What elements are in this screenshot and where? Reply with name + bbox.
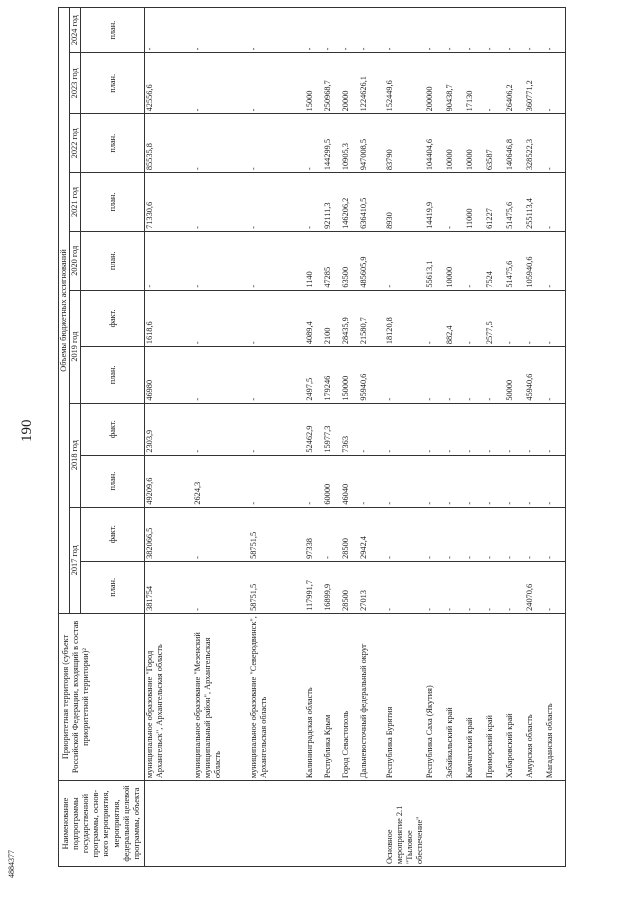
value-cell: 328522,3 bbox=[525, 114, 545, 173]
value-cell: 21580,7 bbox=[359, 290, 385, 347]
table-row bbox=[249, 8, 305, 867]
value-cell: 92111,3 bbox=[323, 173, 341, 232]
value-cell: - bbox=[465, 403, 485, 455]
year-header: 2019 год bbox=[70, 290, 81, 403]
territory-cell: муниципальное образование "Мезенский муниципальный район", Архангельская область bbox=[193, 613, 249, 780]
value-cell: 58751,5 bbox=[249, 561, 305, 613]
value-cell: - bbox=[249, 8, 305, 53]
value-cell: - bbox=[193, 561, 249, 613]
value-cell: - bbox=[193, 403, 249, 455]
value-cell: 49209,6 bbox=[145, 455, 193, 507]
territory-cell: Калининградская область bbox=[305, 613, 323, 780]
value-cell: 250968,7 bbox=[323, 53, 341, 114]
value-cell: 18120,8 bbox=[385, 290, 425, 347]
value-cell: 28500 bbox=[341, 507, 359, 561]
row-name-cell bbox=[249, 781, 305, 867]
table-row bbox=[485, 8, 505, 867]
value-cell: - bbox=[249, 290, 305, 347]
col-header-name: Наименование подпрограммы государственной программы, основ-ного мероприятия, мероприятия, федеральной целевой программы, объекта bbox=[59, 781, 145, 867]
subheader-plan: план. bbox=[81, 114, 145, 173]
value-cell: 179246 bbox=[323, 347, 341, 404]
value-cell: 55613,1 bbox=[425, 231, 445, 290]
value-cell: - bbox=[425, 290, 445, 347]
value-cell: 1618,6 bbox=[145, 290, 193, 347]
value-cell: - bbox=[465, 561, 485, 613]
row-name-cell bbox=[485, 781, 505, 867]
value-cell: 46980 bbox=[145, 347, 193, 404]
value-cell: - bbox=[485, 455, 505, 507]
table-row bbox=[193, 8, 249, 867]
year-header: 2024 год bbox=[70, 8, 81, 53]
table-row bbox=[385, 8, 425, 867]
value-cell: - bbox=[465, 290, 485, 347]
value-cell: 146206,2 bbox=[341, 173, 359, 232]
value-cell: - bbox=[249, 347, 305, 404]
value-cell: - bbox=[445, 507, 465, 561]
value-cell: 15977,3 bbox=[323, 403, 341, 455]
value-cell: 63587 bbox=[485, 114, 505, 173]
value-cell: 50000 bbox=[505, 347, 525, 404]
value-cell: - bbox=[425, 561, 445, 613]
territory-cell: Республика Саха (Якутия) bbox=[425, 613, 445, 780]
value-cell: - bbox=[385, 347, 425, 404]
value-cell: - bbox=[545, 403, 565, 455]
value-cell: 382066,5 bbox=[145, 507, 193, 561]
subheader-plan: план. bbox=[81, 347, 145, 404]
value-cell: - bbox=[505, 455, 525, 507]
value-cell: 882,4 bbox=[445, 290, 465, 347]
value-cell: 52462,9 bbox=[305, 403, 323, 455]
value-cell: - bbox=[425, 403, 445, 455]
value-cell: - bbox=[385, 507, 425, 561]
value-cell: 947008,5 bbox=[359, 114, 385, 173]
value-cell: 140646,8 bbox=[505, 114, 525, 173]
territory-cell: Республика Крым bbox=[323, 613, 341, 780]
table-row bbox=[341, 8, 359, 867]
value-cell: - bbox=[249, 53, 305, 114]
value-cell: - bbox=[465, 8, 485, 53]
value-cell: - bbox=[505, 8, 525, 53]
value-cell: 1224626,1 bbox=[359, 53, 385, 114]
value-cell: 2577,5 bbox=[485, 290, 505, 347]
value-cell: - bbox=[525, 403, 545, 455]
value-cell: - bbox=[445, 455, 465, 507]
value-cell: - bbox=[545, 561, 565, 613]
table-row bbox=[359, 8, 385, 867]
subheader-plan: план. bbox=[81, 455, 145, 507]
territory-cell: Город Севастополь bbox=[341, 613, 359, 780]
value-cell: 255113,4 bbox=[525, 173, 545, 232]
territory-cell: Хабаровский край bbox=[505, 613, 525, 780]
value-cell: - bbox=[505, 403, 525, 455]
value-cell: 51475,6 bbox=[505, 173, 525, 232]
territory-cell: Забайкальский край bbox=[445, 613, 465, 780]
value-cell: 83790 bbox=[385, 114, 425, 173]
value-cell: - bbox=[525, 507, 545, 561]
territory-cell: Приморский край bbox=[485, 613, 505, 780]
subheader-plan: план. bbox=[81, 173, 145, 232]
territory-cell: Амурская область bbox=[525, 613, 545, 780]
value-cell: 17130 bbox=[465, 53, 485, 114]
value-cell: 2624,3 bbox=[193, 455, 249, 507]
value-cell: 117991,7 bbox=[305, 561, 323, 613]
value-cell: - bbox=[425, 455, 445, 507]
table-row bbox=[525, 8, 545, 867]
value-cell: - bbox=[341, 8, 359, 53]
table-row bbox=[445, 8, 465, 867]
row-name-cell bbox=[193, 781, 249, 867]
value-cell: - bbox=[545, 173, 565, 232]
value-cell: - bbox=[359, 8, 385, 53]
row-name-cell: Основное мероприятие 2.1 "Тыловое обеспечение" bbox=[385, 781, 425, 867]
value-cell: - bbox=[249, 403, 305, 455]
value-cell: 63500 bbox=[341, 231, 359, 290]
value-cell: 20000 bbox=[341, 53, 359, 114]
value-cell: 11000 bbox=[465, 173, 485, 232]
value-cell: 10905,3 bbox=[341, 114, 359, 173]
territory-cell: Магаданская область bbox=[545, 613, 565, 780]
value-cell: 152449,6 bbox=[385, 53, 425, 114]
table-row bbox=[145, 8, 193, 867]
value-cell: - bbox=[485, 403, 505, 455]
value-cell: 97338 bbox=[305, 507, 323, 561]
row-name-cell bbox=[305, 781, 323, 867]
row-name-cell bbox=[341, 781, 359, 867]
value-cell: 28435,9 bbox=[341, 290, 359, 347]
table-row bbox=[505, 8, 525, 867]
value-cell: - bbox=[545, 53, 565, 114]
row-name-cell bbox=[323, 781, 341, 867]
value-cell: - bbox=[485, 507, 505, 561]
value-cell: - bbox=[305, 8, 323, 53]
value-cell: - bbox=[505, 290, 525, 347]
value-cell: 2303,9 bbox=[145, 403, 193, 455]
value-cell: 95940,6 bbox=[359, 347, 385, 404]
value-cell: 2497,5 bbox=[305, 347, 323, 404]
value-cell: - bbox=[465, 507, 485, 561]
value-cell: - bbox=[359, 403, 385, 455]
value-cell: - bbox=[445, 173, 465, 232]
value-cell: 144299,5 bbox=[323, 114, 341, 173]
budget-table bbox=[58, 7, 566, 867]
territory-cell: муниципальное образование "Северодвинск", Архангельская область bbox=[249, 613, 305, 780]
value-cell: 2100 bbox=[323, 290, 341, 347]
value-cell: - bbox=[193, 114, 249, 173]
row-name-cell bbox=[425, 781, 445, 867]
year-header: 2017 год bbox=[70, 507, 81, 613]
subheader-plan: план. bbox=[81, 8, 145, 53]
subheader-plan: план. bbox=[81, 561, 145, 613]
value-cell: 105940,6 bbox=[525, 231, 545, 290]
value-cell: - bbox=[505, 561, 525, 613]
year-header: 2020 год bbox=[70, 231, 81, 290]
value-cell: 150000 bbox=[341, 347, 359, 404]
value-cell: 90438,7 bbox=[445, 53, 465, 114]
value-cell: 381754 bbox=[145, 561, 193, 613]
row-name-cell bbox=[465, 781, 485, 867]
value-cell: 360771,2 bbox=[525, 53, 545, 114]
value-cell: 47285 bbox=[323, 231, 341, 290]
value-cell: - bbox=[385, 561, 425, 613]
value-cell: - bbox=[545, 114, 565, 173]
value-cell: - bbox=[545, 347, 565, 404]
value-cell: - bbox=[445, 403, 465, 455]
value-cell: 42556,6 bbox=[145, 53, 193, 114]
value-cell: - bbox=[249, 455, 305, 507]
row-name-cell bbox=[359, 781, 385, 867]
value-cell: 27013 bbox=[359, 561, 385, 613]
value-cell: - bbox=[425, 347, 445, 404]
value-cell: 10000 bbox=[445, 231, 465, 290]
value-cell: 14419,9 bbox=[425, 173, 445, 232]
value-cell: - bbox=[249, 114, 305, 173]
row-name-cell bbox=[525, 781, 545, 867]
table-row bbox=[465, 8, 485, 867]
subheader-plan: план. bbox=[81, 53, 145, 114]
value-cell: - bbox=[193, 507, 249, 561]
territory-cell: Республика Бурятия bbox=[385, 613, 425, 780]
value-cell: - bbox=[385, 231, 425, 290]
row-name-cell bbox=[545, 781, 565, 867]
value-cell: 85535,8 bbox=[145, 114, 193, 173]
value-cell: 4089,4 bbox=[305, 290, 323, 347]
value-cell: - bbox=[425, 8, 445, 53]
value-cell: - bbox=[485, 561, 505, 613]
value-cell: 51475,6 bbox=[505, 231, 525, 290]
value-cell: - bbox=[505, 507, 525, 561]
value-cell: - bbox=[465, 347, 485, 404]
value-cell: - bbox=[305, 114, 323, 173]
value-cell: - bbox=[445, 347, 465, 404]
value-cell: - bbox=[545, 507, 565, 561]
budget-table-sheet bbox=[58, 7, 590, 867]
value-cell: 71330,6 bbox=[145, 173, 193, 232]
row-name-cell bbox=[505, 781, 525, 867]
value-cell: - bbox=[545, 455, 565, 507]
value-cell: 8930 bbox=[385, 173, 425, 232]
value-cell: - bbox=[545, 8, 565, 53]
value-cell: 60000 bbox=[323, 455, 341, 507]
value-cell: 636410,5 bbox=[359, 173, 385, 232]
value-cell: 200000 bbox=[425, 53, 445, 114]
value-cell: 46040 bbox=[341, 455, 359, 507]
value-cell: 28500 bbox=[341, 561, 359, 613]
value-cell: - bbox=[485, 53, 505, 114]
value-cell: 24070,6 bbox=[525, 561, 545, 613]
value-cell: 485605,9 bbox=[359, 231, 385, 290]
territory-cell: Дальневосточный федеральный округ bbox=[359, 613, 385, 780]
value-cell: 104404,6 bbox=[425, 114, 445, 173]
value-cell: 1140 bbox=[305, 231, 323, 290]
value-cell: - bbox=[193, 173, 249, 232]
value-cell: 61227 bbox=[485, 173, 505, 232]
value-cell: - bbox=[545, 231, 565, 290]
table-row bbox=[545, 8, 565, 867]
subheader-plan: план. bbox=[81, 231, 145, 290]
value-cell: 16899,9 bbox=[323, 561, 341, 613]
year-header: 2021 год bbox=[70, 173, 81, 232]
value-cell: 7524 bbox=[485, 231, 505, 290]
value-cell: - bbox=[545, 290, 565, 347]
subheader-fact: факт. bbox=[81, 403, 145, 455]
value-cell: - bbox=[425, 507, 445, 561]
value-cell: - bbox=[145, 8, 193, 53]
table-body bbox=[145, 8, 565, 867]
value-cell: 45940,6 bbox=[525, 347, 545, 404]
value-cell: 10000 bbox=[445, 114, 465, 173]
value-cell: - bbox=[193, 8, 249, 53]
value-cell: - bbox=[385, 8, 425, 53]
value-cell: - bbox=[305, 455, 323, 507]
page-number: 190 bbox=[19, 419, 35, 442]
value-cell: - bbox=[323, 8, 341, 53]
value-cell: - bbox=[485, 347, 505, 404]
value-cell: - bbox=[193, 231, 249, 290]
value-cell: 26406,2 bbox=[505, 53, 525, 114]
value-cell: 7363 bbox=[341, 403, 359, 455]
value-cell: 2942,4 bbox=[359, 507, 385, 561]
value-cell: - bbox=[445, 8, 465, 53]
value-cell: - bbox=[445, 561, 465, 613]
row-name-cell bbox=[445, 781, 465, 867]
year-header: 2022 год bbox=[70, 114, 81, 173]
value-cell: - bbox=[525, 455, 545, 507]
value-cell: - bbox=[465, 455, 485, 507]
value-cell: - bbox=[465, 231, 485, 290]
value-cell: - bbox=[525, 8, 545, 53]
value-cell: 10000 bbox=[465, 114, 485, 173]
value-cell: - bbox=[385, 455, 425, 507]
col-header-budget: Объемы бюджетных ассигнований bbox=[59, 8, 70, 614]
territory-cell: Камчатский край bbox=[465, 613, 485, 780]
value-cell: - bbox=[249, 173, 305, 232]
value-cell: - bbox=[193, 53, 249, 114]
value-cell: - bbox=[525, 290, 545, 347]
value-cell: - bbox=[249, 231, 305, 290]
value-cell: - bbox=[385, 403, 425, 455]
table-row bbox=[305, 8, 323, 867]
year-header: 2018 год bbox=[70, 403, 81, 507]
value-cell: - bbox=[485, 8, 505, 53]
value-cell: - bbox=[305, 173, 323, 232]
value-cell: 15000 bbox=[305, 53, 323, 114]
value-cell: - bbox=[193, 347, 249, 404]
value-cell: - bbox=[323, 507, 341, 561]
col-header-territory: Приоритетная территория (субъект Российской Федерации, входящий в состав приоритетной территории)² bbox=[59, 613, 145, 780]
year-header: 2023 год bbox=[70, 53, 81, 114]
territory-cell: муниципальное образование "Город Архангельск", Архангельская область bbox=[145, 613, 193, 780]
subheader-fact: факт. bbox=[81, 290, 145, 347]
document-id: 4884377 bbox=[7, 850, 16, 878]
value-cell: - bbox=[359, 455, 385, 507]
subheader-fact: факт. bbox=[81, 507, 145, 561]
table-row bbox=[425, 8, 445, 867]
value-cell: - bbox=[145, 231, 193, 290]
value-cell: - bbox=[193, 290, 249, 347]
value-cell: 58751,5 bbox=[249, 507, 305, 561]
table-row bbox=[323, 8, 341, 867]
row-name-cell bbox=[145, 781, 193, 867]
